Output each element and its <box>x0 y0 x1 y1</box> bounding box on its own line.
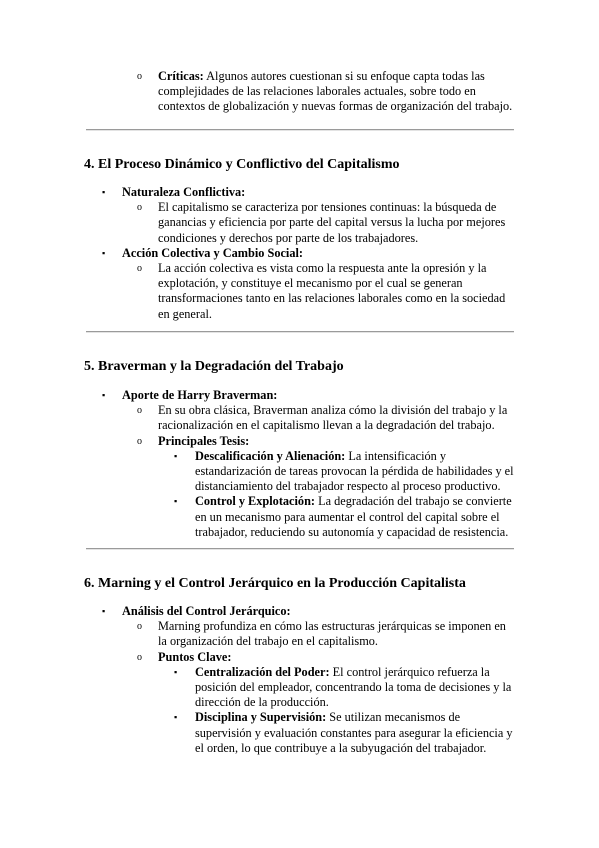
tesis-item-term: Descalificación y Alienación: <box>195 448 346 463</box>
tesis-item-text: La intensificación y estandarización de tareas provocan la pérdida de habilidades y el distanciamiento del trabajador respecto al proceso productivo. <box>195 448 514 494</box>
sub-item <box>158 261 514 322</box>
sub-item <box>158 403 514 433</box>
section-5-heading: 5. Braverman y la Degradación del Trabajo <box>84 359 344 374</box>
criticas-item <box>158 69 514 115</box>
section-6-heading: 6. Marning y el Control Jerárquico en la Producción Capitalista <box>84 576 466 591</box>
list-item <box>0 388 599 540</box>
list-item <box>0 604 599 756</box>
criticas-term: Críticas: <box>158 69 204 83</box>
tesis-item-term: Control y Explotación: <box>195 494 316 509</box>
sub-item-text: En su obra clásica, Braverman analiza cómo la división del trabajo y la racionalización en el capitalismo llevan a la degradación del trabajo. <box>158 403 508 433</box>
punto-item-text: El control jerárquico refuerza la posición del empleador, concentrando la toma de decisiones y la dirección de la producción. <box>195 664 512 710</box>
tesis-item-text: La degradación del trabajo se convierte en un mecanismo para aumentar el control del capital sobre el trabajador, reduciendo su autonomía y capacidad de resistencia. <box>195 494 512 539</box>
sub-item-text: Marning profundiza en cómo las estructuras jerárquicas se imponen en la organización del trabajo en el capitalismo. <box>158 619 506 649</box>
punto-item-term: Disciplina y Supervisión: <box>195 710 327 725</box>
sub-item <box>158 200 514 246</box>
sub-item-text: La acción colectiva es vista como la respuesta ante la opresión y la explotación, y constituye el mecanismo por el cual se generan transformaciones tanto en las relaciones laborales como en la sociedad en general. <box>158 261 506 321</box>
section-4-heading: 4. El Proceso Dinámico y Conflictivo del Capitalismo <box>84 157 400 172</box>
item-term: Acción Colectiva y Cambio Social: <box>122 245 304 260</box>
section-5-body <box>0 388 599 540</box>
item-term: Naturaleza Conflictiva: <box>122 185 246 199</box>
punto-item-text: Se utilizan mecanismos de supervisión y evaluación constantes para asegurar la eficiencia y el orden, lo que contribuye a la subyugación del trabajador. <box>195 710 513 755</box>
section-divider <box>86 331 514 333</box>
criticas-block <box>0 69 599 115</box>
sub-item-text: El capitalismo se caracteriza por tensiones continuas: la búsqueda de ganancias y eficiencia por parte del capital versus la lucha por mejores condiciones y derechos por parte de los trabajadores. <box>158 200 506 245</box>
punto-item <box>195 710 514 756</box>
item-term: Aporte de Harry Braverman: <box>122 388 278 402</box>
tesis-item <box>195 494 514 540</box>
punto-item <box>195 665 514 711</box>
sub-item <box>158 619 514 649</box>
punto-item-term: Centralización del Poder: <box>195 664 330 679</box>
tesis-term: Principales Tesis: <box>158 433 250 448</box>
criticas-text: Algunos autores cuestionan si su enfoque capta todas las complejidades de las relaciones laborales actuales, sobre todo en contextos de globalización y nuevas formas de organización del trabajo. <box>158 69 513 114</box>
section-4-body <box>0 185 599 322</box>
item-term: Análisis del Control Jerárquico: <box>122 604 291 618</box>
section-6-body <box>0 604 599 756</box>
puntos-term: Puntos Clave: <box>158 649 232 664</box>
sub-item <box>158 434 514 540</box>
section-divider <box>86 548 514 550</box>
section-divider <box>86 129 514 131</box>
list-item <box>0 246 599 322</box>
list-item <box>0 185 599 246</box>
tesis-item <box>195 449 514 495</box>
sub-item <box>158 650 514 756</box>
